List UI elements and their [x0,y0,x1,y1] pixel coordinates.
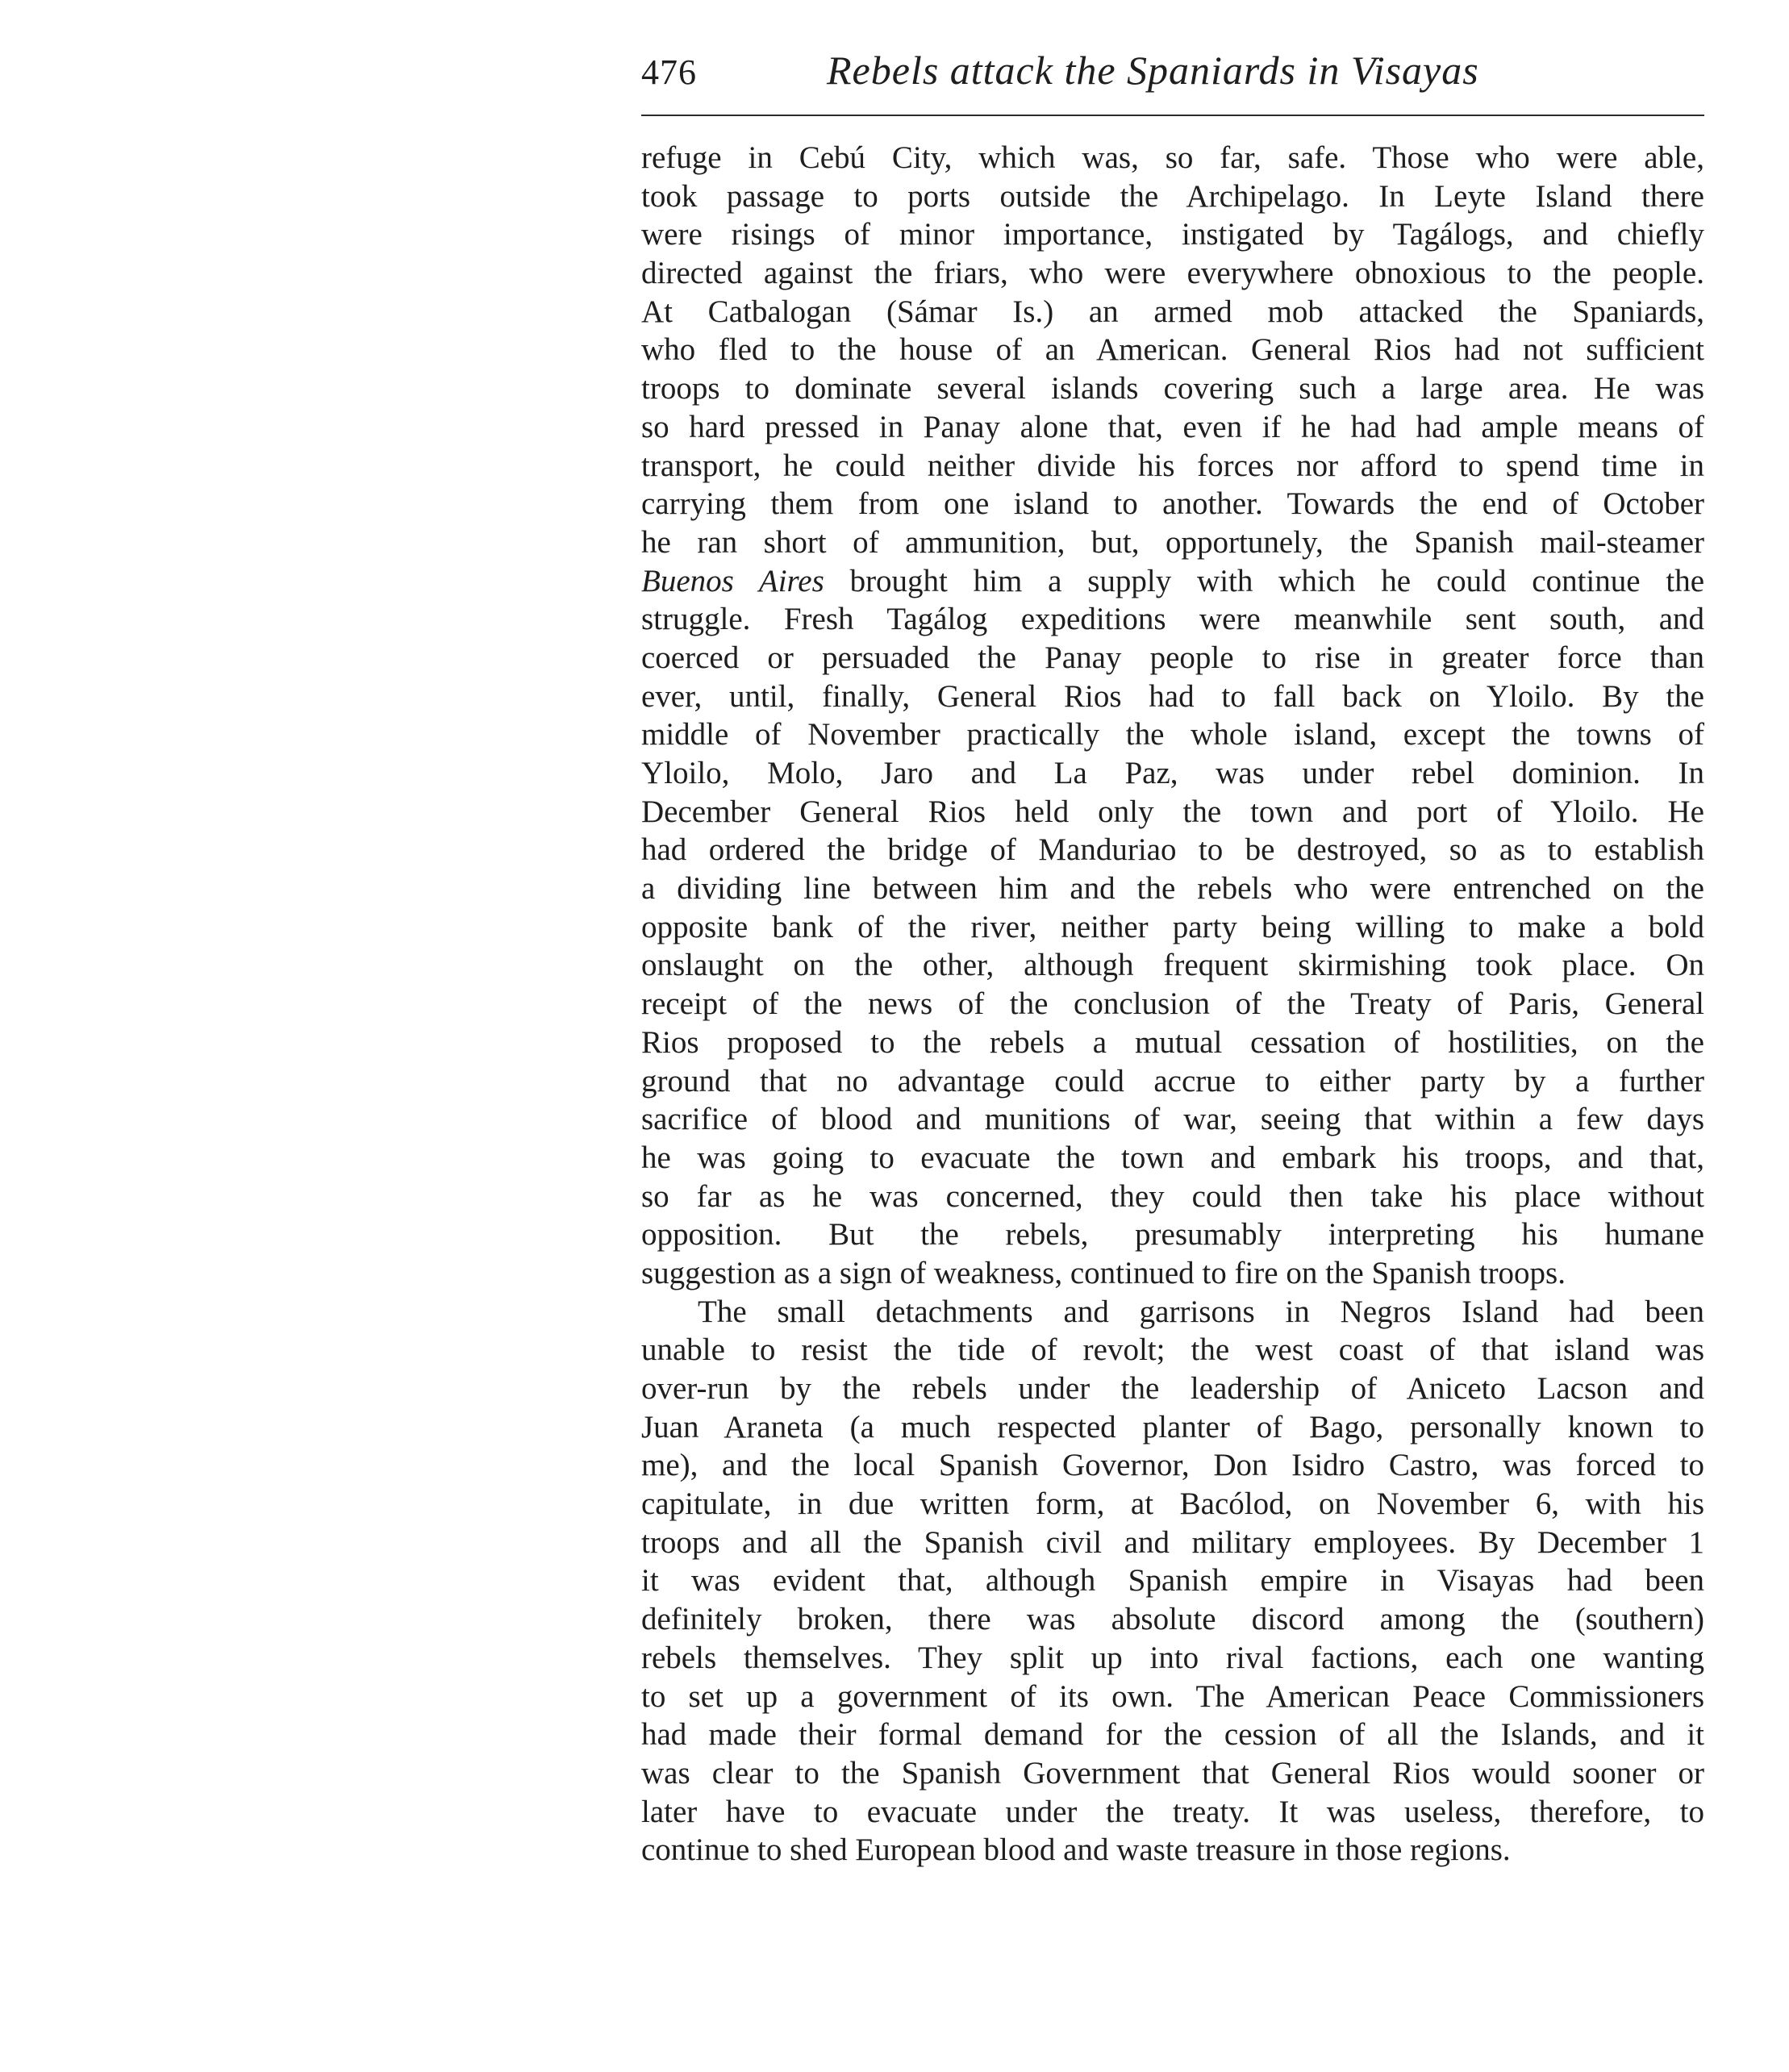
text-line: a dividing line between him and the rebels who were entrenched on the [641,871,1704,907]
running-title: Rebels attack the Spaniards in Visayas [827,48,1479,93]
text-line: had made their formal demand for the cession of all the Islands, and it [641,1717,1704,1753]
text-line: refuge in Cebú City, which was, so far, safe. Those who were able, [641,140,1704,175]
text-line: continue to shed European blood and waste treasure in those regions. [641,1832,1511,1868]
text-line: ever, until, finally, General Rios had to fall back on Yloilo. By the [641,678,1704,714]
text-line: was clear to the Spanish Government that General Rios would sooner or [641,1755,1704,1791]
text-line: directed against the friars, who were everywhere obnoxious to the people. [641,256,1704,291]
text-line: December General Rios held only the town and port of Yloilo. He [641,794,1704,829]
text-line: so hard pressed in Panay alone that, even if he had had ample means of [641,409,1704,444]
text-line: transport, he could neither divide his forces nor afford to spend time in [641,448,1704,483]
text-line: who fled to the house of an American. General Rios had not sufficient [641,332,1704,368]
text-line: took passage to ports outside the Archipelago. In Leyte Island there [641,178,1704,214]
text-line: had ordered the bridge of Manduriao to be destroyed, so as to establish [641,832,1704,868]
running-head [641,47,1706,119]
text-line: he was going to evacuate the town and embark his troops, and that, [641,1140,1704,1175]
text-line: unable to resist the tide of revolt; the west coast of that island was [641,1332,1704,1368]
text-line: struggle. Fresh Tagálog expeditions were meanwhile sent south, and [641,602,1704,637]
body-text [641,139,1704,1870]
text-line: he ran short of ammunition, but, opportunely, the Spanish mail-steamer [641,524,1704,560]
text-line: carrying them from one island to another. Towards the end of October [641,486,1704,522]
italic-ship-name: Buenos Aires [641,563,824,598]
text-line: Yloilo, Molo, Jaro and La Paz, was under rebel dominion. In [641,756,1704,790]
text-line: later have to evacuate under the treaty. It was useless, therefore, to [641,1794,1704,1829]
text-line: At Catbalogan (Sámar Is.) an armed mob attacked the Spaniards, [641,294,1704,329]
text-line: suggestion as a sign of weakness, continued to fire on the Spanish troops. [641,1255,1566,1290]
text-line: receipt of the news of the conclusion of the Treaty of Paris, General [641,986,1704,1022]
text-line: opposite bank of the river, neither party being willing to make a bold [641,909,1704,944]
text-line: troops and all the Spanish civil and military employees. By December 1 [641,1524,1704,1560]
text-line: it was evident that, although Spanish empire in Visayas had been [641,1563,1704,1599]
header-rule [641,115,1704,116]
text-line: so far as he was concerned, they could then take his place without [641,1178,1704,1214]
text-line: middle of November practically the whole island, except the towns of [641,717,1704,753]
text-line: capitulate, in due written form, at Bacólod, on November 6, with his [641,1486,1704,1522]
text-line: onslaught on the other, although frequent skirmishing took place. On [641,948,1704,983]
text-line: troops to dominate several islands covering such a large area. He was [641,371,1704,406]
text-line: rebels themselves. They split up into rival factions, each one wanting [641,1640,1704,1675]
text-line: definitely broken, there was absolute discord among the (southern) [641,1602,1704,1637]
text-line: to set up a government of its own. The American Peace Commissioners [641,1678,1704,1714]
text-line: Rios proposed to the rebels a mutual cessation of hostilities, on the [641,1024,1704,1060]
text-line: me), and the local Spanish Governor, Don Isidro Castro, was forced to [641,1448,1704,1483]
text-line [641,562,1704,601]
text-line: The small detachments and garrisons in Negros Island had been [698,1294,1704,1329]
text-line: coerced or persuaded the Panay people to rise in greater force than [641,640,1704,675]
text-line: were risings of minor importance, instigated by Tagálogs, and chiefly [641,217,1704,252]
text-line: ground that no advantage could accrue to either party by a further [641,1063,1704,1099]
text-line: Juan Araneta (a much respected planter of Bago, personally known to [641,1409,1704,1445]
text-line: over-run by the rebels under the leadership of Aniceto Lacson and [641,1371,1704,1406]
text-segment: brought him a supply with which he could continue the [824,563,1705,598]
page-number: 476 [641,52,697,92]
text-line: opposition. But the rebels, presumably interpreting his humane [641,1217,1704,1253]
text-line: sacrifice of blood and munitions of war, seeing that within a few days [641,1102,1704,1137]
